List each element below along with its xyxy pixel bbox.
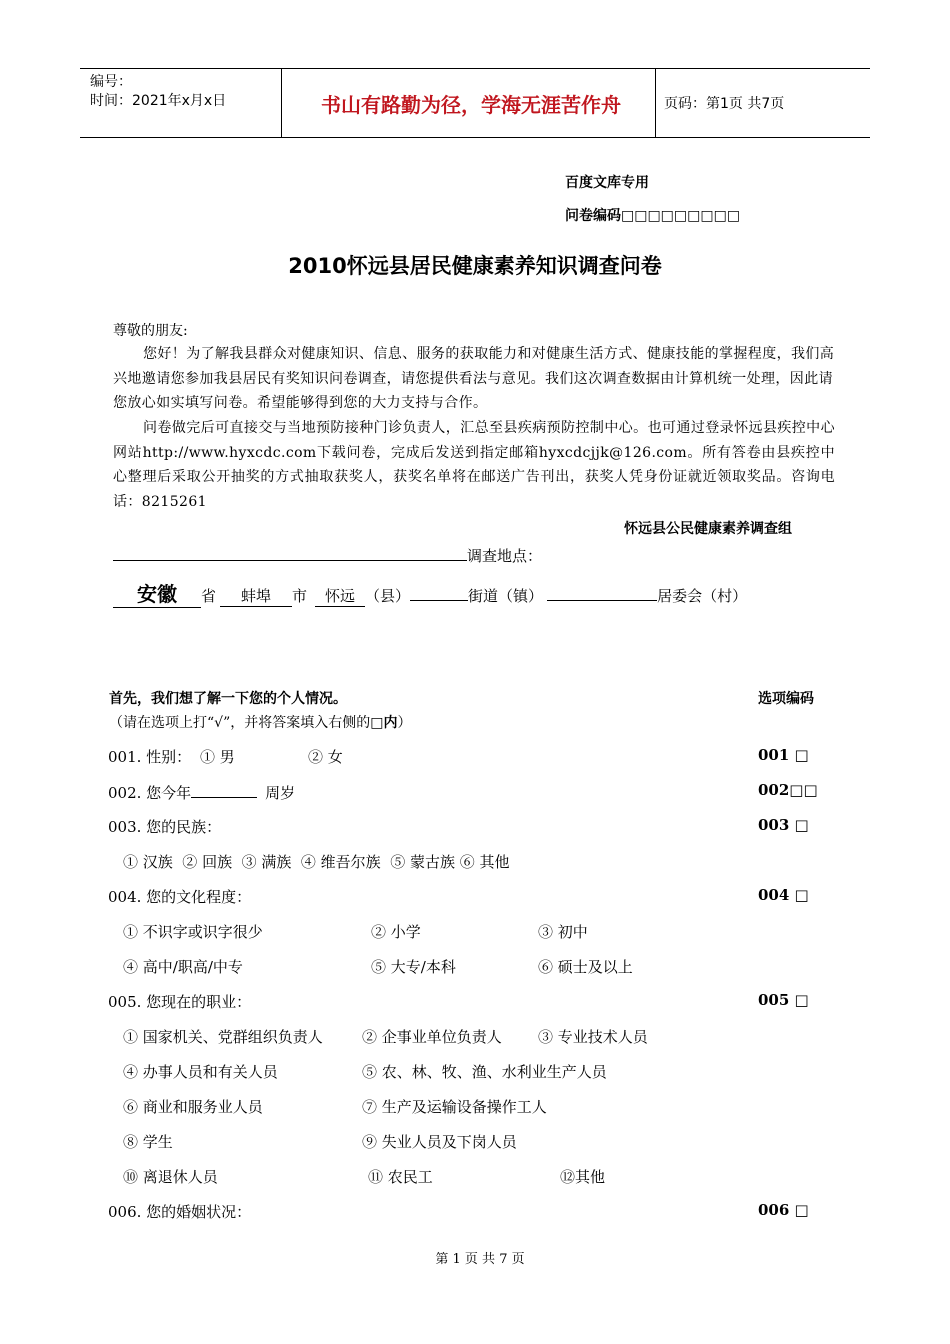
q5-option-4[interactable]: ④ 办事人员和有关人员 <box>123 1063 278 1081</box>
intro-paragraph-1: 您好！为了解我县群众对健康知识、信息、服务的获取能力和对健康生活方式、健康技能的掌握程度，我们高兴地邀请您参加我县居民有奖知识问卷调查，请您提供看法与意见。我们这次调查数据由计算机统一处理，因此请您放心如实填写问卷。希望能够得到您的大力支持与合作。 <box>113 346 835 411</box>
greeting: 尊敬的朋友: <box>113 323 188 339</box>
section-heading: 首先，我们想了解一下您的个人情况。 <box>109 691 347 707</box>
q5-option-11[interactable]: ⑪ 农民工 <box>368 1168 433 1186</box>
county-unit: （县） <box>365 587 411 605</box>
city-unit: 市 <box>292 587 308 605</box>
q5-option-8[interactable]: ⑧ 学生 <box>123 1133 173 1151</box>
q2-unit: 周岁 <box>265 784 296 802</box>
q2-age-field[interactable] <box>191 781 257 798</box>
q5-option-2[interactable]: ② 企事业单位负责人 <box>362 1028 502 1046</box>
q5-code-box[interactable]: 005 □ <box>758 991 809 1009</box>
header-page-info: 页码：第1页 共7页 <box>664 96 785 112</box>
q1-code-box[interactable]: 001 □ <box>758 746 809 764</box>
q5-label: 005. 您现在的职业： <box>108 993 252 1011</box>
instruction-end: ） <box>397 715 412 731</box>
province-field[interactable]: 安徽 <box>113 578 201 608</box>
instruction-box: □内 <box>370 715 398 731</box>
q4-option-4[interactable]: ④ 高中/职高/中专 <box>123 958 243 976</box>
street-field[interactable] <box>410 584 468 601</box>
q5-option-9[interactable]: ⑨ 失业人员及下岗人员 <box>362 1133 517 1151</box>
q6-label: 006. 您的婚姻状况： <box>108 1203 252 1221</box>
location-label: 调查地点： <box>467 547 543 565</box>
section-instruction <box>109 712 411 732</box>
q4-option-1[interactable]: ① 不识字或识字很少 <box>123 923 263 941</box>
intro-paragraph-2: 问卷做完后可直接交与当地预防接种门诊负责人，汇总至县疾病预防控制中心。也可通过登录怀远县疾控中心网站http://www.hyxcdc.com下载问卷，完成后发送到指定邮箱hyxcdcjjk@126.com。所有答卷由县疾控中心整理后采取公开抽奖的方式抽取获奖人，获奖名单将在邮送广告刊出，获奖人凭身份证就近领取奖品。咨询电话：8215261 <box>113 420 835 510</box>
page-footer: 第 1 页 共 7 页 <box>435 1252 525 1267</box>
header-table <box>80 68 870 138</box>
q1-option-1[interactable]: ① 男 <box>200 748 235 766</box>
county-field[interactable]: 怀远 <box>315 585 365 607</box>
code-header: 选项编码 <box>758 691 814 707</box>
location-row <box>113 544 542 566</box>
q1-option-2[interactable]: ② 女 <box>308 748 343 766</box>
location-blank[interactable] <box>113 544 467 561</box>
street-unit: 街道（镇） <box>468 587 544 605</box>
q6-code-box[interactable]: 006 □ <box>758 1201 809 1219</box>
questionnaire-code: 问卷编码□□□□□□□□□ <box>565 208 741 224</box>
instruction-text: （请在选项上打“√”，并将答案填入右侧的 <box>109 715 371 731</box>
q5-option-5[interactable]: ⑤ 农、林、牧、渔、水利业生产人员 <box>362 1063 607 1081</box>
header-motto: 书山有路勤为径，学海无涯苦作舟 <box>321 92 621 117</box>
q4-option-5[interactable]: ⑤ 大专/本科 <box>371 958 456 976</box>
header-date: 时间：2021年x月x日 <box>90 93 227 109</box>
q5-option-12[interactable]: ⑫其他 <box>560 1168 606 1186</box>
q5-option-10[interactable]: ⑩ 离退休人员 <box>123 1168 218 1186</box>
q5-option-7[interactable]: ⑦ 生产及运输设备操作工人 <box>362 1098 547 1116</box>
q5-option-1[interactable]: ① 国家机关、党群组织负责人 <box>123 1028 323 1046</box>
header-number: 编号： <box>90 74 132 90</box>
q3-code-box[interactable]: 003 □ <box>758 816 809 834</box>
address-row <box>113 578 747 608</box>
document-title: 2010怀远县居民健康素养知识调查问卷 <box>288 254 662 278</box>
q4-code-box[interactable]: 004 □ <box>758 886 809 904</box>
city-field[interactable]: 蚌埠 <box>220 585 292 607</box>
q1-label: 001. 性别： <box>108 748 192 766</box>
q4-label: 004. 您的文化程度： <box>108 888 252 906</box>
q2-label: 002. 您今年 <box>108 784 192 802</box>
library-note: 百度文库专用 <box>565 175 649 191</box>
committee-field[interactable] <box>547 584 657 601</box>
q5-option-3[interactable]: ③ 专业技术人员 <box>538 1028 648 1046</box>
q4-option-3[interactable]: ③ 初中 <box>538 923 588 941</box>
signature: 怀远县公民健康素养调查组 <box>624 521 792 537</box>
q4-option-2[interactable]: ② 小学 <box>371 923 421 941</box>
committee-unit: 居委会（村） <box>657 587 748 605</box>
province-unit: 省 <box>201 587 217 605</box>
q4-option-6[interactable]: ⑥ 硕士及以上 <box>538 958 633 976</box>
q2-row <box>108 781 295 803</box>
q3-options[interactable]: ① 汉族 ② 回族 ③ 满族 ④ 维吾尔族 ⑤ 蒙古族 ⑥ 其他 <box>123 853 510 871</box>
q2-code-box[interactable]: 002□□ <box>758 781 818 799</box>
q3-label: 003. 您的民族： <box>108 818 222 836</box>
q5-option-6[interactable]: ⑥ 商业和服务业人员 <box>123 1098 263 1116</box>
header-meta <box>90 73 226 111</box>
